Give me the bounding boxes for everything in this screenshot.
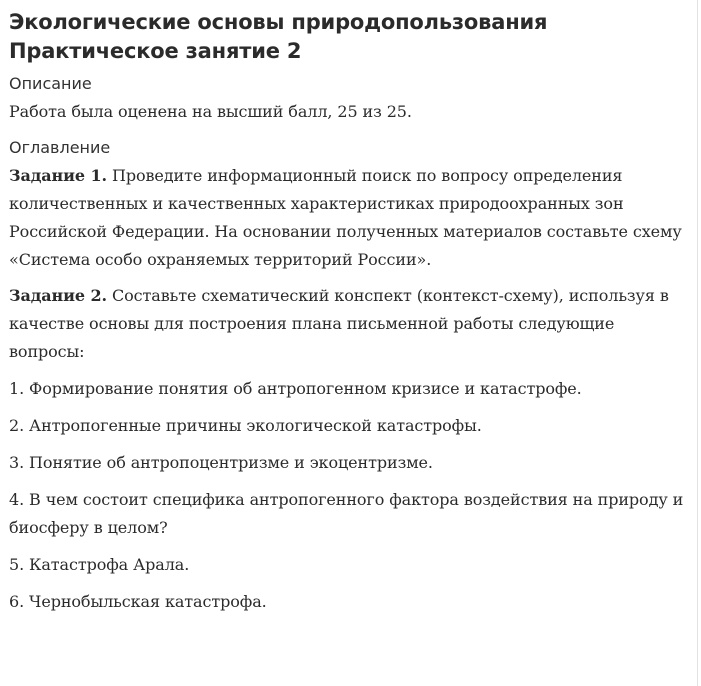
toc-label: Оглавление <box>9 138 111 157</box>
question-4: 4. В чем состоит специфика антропогенного фактора воздействия на природу и биосферу в целом? <box>9 490 684 537</box>
task-1 <box>9 162 689 274</box>
task-2 <box>9 282 689 366</box>
task-2-label: Задание 2. <box>9 286 107 305</box>
question-5: 5. Катастрофа Арала. <box>9 555 190 574</box>
question-1: 1. Формирование понятия об антропогенном кризисе и катастрофе. <box>9 379 582 398</box>
question-2: 2. Антропогенные причины экологической катастрофы. <box>9 416 482 435</box>
description-label: Описание <box>9 74 92 93</box>
task-1-label: Задание 1. <box>9 166 107 185</box>
question-6: 6. Чернобыльская катастрофа. <box>9 592 267 611</box>
page-title <box>9 8 689 66</box>
page-title-line1: Экологические основы природопользования <box>9 10 548 34</box>
task-1-text: Проведите информационный поиск по вопросу определения количественных и качественных характеристиках природоохранных зон Российской Федерации. На основании полученных материалов составьте схему «Система особо охраняемых территорий России». <box>9 166 682 269</box>
task-2-text: Составьте схематический конспект (контекст-схему), используя в качестве основы для построения плана письменной работы следующие вопросы: <box>9 286 669 361</box>
description-text: Работа была оценена на высший балл, 25 из 25. <box>9 102 412 121</box>
question-3: 3. Понятие об антропоцентризме и экоцентризме. <box>9 453 433 472</box>
page-title-line2: Практическое занятие 2 <box>9 39 302 63</box>
